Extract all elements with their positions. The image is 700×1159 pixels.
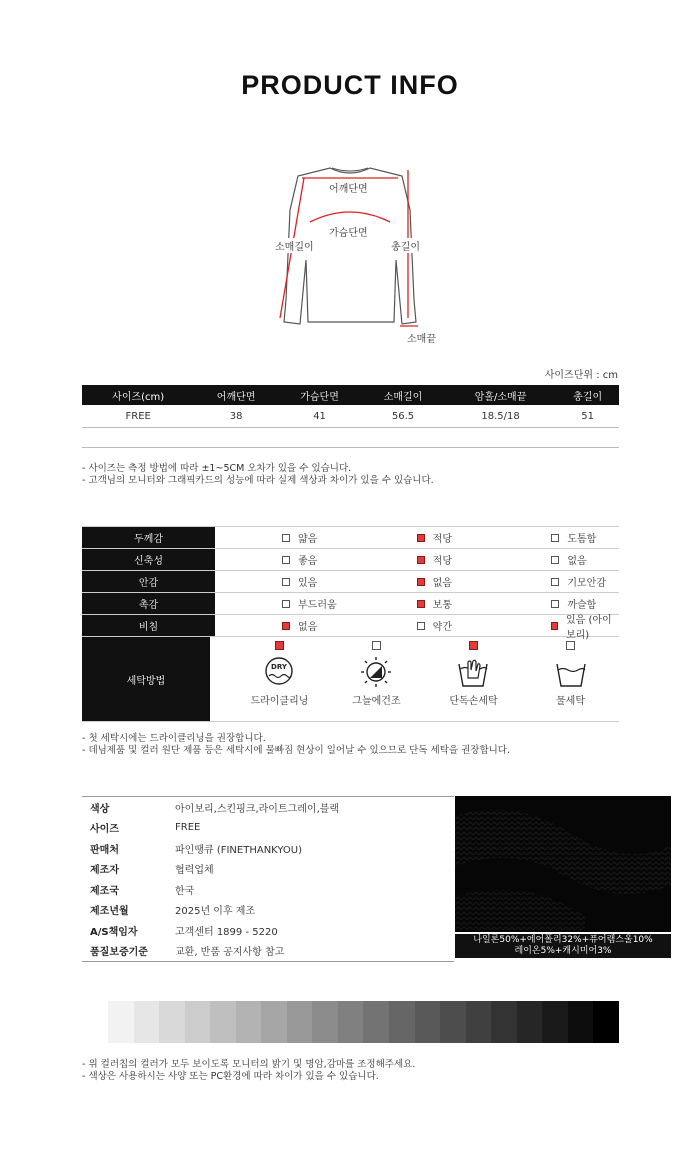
- feature-option-label: 없음: [432, 578, 452, 589]
- feature-option-label: 좋음: [298, 556, 318, 567]
- wash-method-label: 세탁방법: [82, 637, 210, 721]
- composition-line: 나일론50%+에어폴리32%+퓨어램스울10%: [473, 935, 653, 945]
- gray-chip: [236, 1001, 262, 1043]
- checked-box-icon: [275, 641, 284, 650]
- gray-chip: [312, 1001, 338, 1043]
- wash-method-item: [328, 637, 425, 721]
- checked-box-icon: [282, 622, 290, 630]
- info-value: FREE: [175, 822, 201, 834]
- fabric-swatch-image: [455, 796, 671, 932]
- unchecked-box-icon: [566, 641, 575, 650]
- info-value: 교환, 반품 공지사항 참고: [175, 947, 285, 959]
- page-title: PRODUCT INFO: [241, 70, 459, 100]
- product-info-table: [82, 796, 454, 962]
- feature-option-label: 있음 (아이보리): [565, 614, 612, 641]
- table-row: [82, 405, 619, 428]
- feature-label: 안감: [82, 571, 215, 592]
- feature-option-label: 부드러움: [298, 600, 337, 611]
- info-row: [82, 920, 454, 941]
- info-key: 제조년월: [90, 906, 129, 918]
- feature-option: [215, 527, 350, 548]
- gray-chip: [363, 1001, 389, 1043]
- unchecked-box-icon: [372, 641, 381, 650]
- feature-row: [82, 593, 619, 615]
- gray-chip: [108, 1001, 134, 1043]
- info-value: 한국: [175, 885, 195, 897]
- note-line: - 고객님의 모니터와 그래픽카드의 성능에 따라 실제 색상과 차이가 있을 수 있습니다.: [82, 475, 434, 486]
- feature-option-label: 도톰함: [567, 534, 597, 545]
- info-key: 제조국: [90, 885, 119, 897]
- color-notes: [82, 1059, 415, 1083]
- note-line: - 첫 세탁시에는 드라이클리닝을 권장합니다.: [82, 733, 266, 744]
- composition-line: 레이온5%+캐시미어3%: [514, 946, 612, 956]
- feature-option: [350, 549, 485, 570]
- table-cell: 38: [194, 405, 277, 428]
- wash-method-item: [231, 637, 328, 721]
- header-cell: 사이즈(cm): [82, 385, 194, 405]
- sleeve-length-label: 소매길이: [274, 238, 315, 253]
- info-row: [82, 818, 454, 839]
- feature-option-label: 적당: [432, 534, 452, 545]
- gray-chip: [287, 1001, 313, 1043]
- header-cell: 어깨단면: [194, 385, 277, 405]
- info-key: 제조자: [90, 865, 119, 877]
- info-value: 협력업체: [175, 865, 214, 877]
- gray-chip: [593, 1001, 619, 1043]
- info-row: [82, 838, 454, 859]
- gray-chip: [134, 1001, 160, 1043]
- unchecked-box-icon: [551, 578, 559, 586]
- feature-option: [215, 549, 350, 570]
- info-row: [82, 900, 454, 921]
- gray-chip: [491, 1001, 517, 1043]
- composition-label: [455, 934, 671, 958]
- feature-option: [215, 593, 350, 614]
- feature-option: [350, 593, 485, 614]
- feature-option-label: 약간: [432, 622, 452, 633]
- wash-method-row: [82, 637, 619, 722]
- info-value: 고객센터 1899 - 5220: [175, 926, 278, 938]
- grayscale-chart: [108, 1001, 619, 1043]
- svg-text:DRY: DRY: [271, 663, 288, 671]
- info-key: 판매처: [90, 844, 119, 856]
- cuff-label: 소매끝: [406, 330, 437, 345]
- unchecked-box-icon: [551, 534, 559, 542]
- feature-option-label: 보통: [432, 600, 452, 611]
- gray-chip: [338, 1001, 364, 1043]
- table-cell: 51: [556, 405, 619, 428]
- unchecked-box-icon: [282, 600, 290, 608]
- feature-label: 비침: [82, 615, 215, 636]
- chest-label: 가슴단면: [328, 224, 369, 239]
- header-cell: 소매길이: [361, 385, 444, 405]
- size-table: [82, 385, 619, 448]
- feature-option-label: 기모안감: [567, 578, 606, 589]
- gray-chip: [542, 1001, 568, 1043]
- header-cell: 암홀/소매끝: [445, 385, 557, 405]
- feature-option: [484, 571, 619, 592]
- info-row: [82, 941, 454, 962]
- info-value: 아이보리,스킨핑크,라이트그레이,블랙: [175, 803, 340, 815]
- size-table-header: [82, 385, 619, 405]
- checked-box-icon: [417, 600, 425, 608]
- size-notes: [82, 463, 434, 487]
- feature-option: [484, 549, 619, 570]
- info-key: A/S책임자: [90, 926, 138, 938]
- feature-label: 두께감: [82, 527, 215, 548]
- gray-chip: [517, 1001, 543, 1043]
- wash-notes: [82, 733, 510, 757]
- gray-chip: [261, 1001, 287, 1043]
- gray-chip: [568, 1001, 594, 1043]
- unchecked-box-icon: [282, 578, 290, 586]
- wash-method-text: 단독손세탁: [449, 696, 498, 707]
- note-line: - 색상은 사용하시는 사양 또는 PC환경에 따라 차이가 있을 수 있습니다.: [82, 1071, 379, 1082]
- header-cell: 총길이: [556, 385, 619, 405]
- feature-option-label: 까슬함: [567, 600, 597, 611]
- feature-row: [82, 571, 619, 593]
- feature-option-label: 얇음: [298, 534, 318, 545]
- wash-method-item: [522, 637, 619, 721]
- feature-label: 신축성: [82, 549, 215, 570]
- table-cell: 41: [278, 405, 361, 428]
- unchecked-box-icon: [551, 600, 559, 608]
- feature-row: [82, 614, 619, 641]
- info-row: [82, 797, 454, 818]
- info-row: [82, 859, 454, 880]
- feature-option-label: 있음: [298, 578, 318, 589]
- wash-method-text: 드라이클리닝: [250, 696, 309, 707]
- feature-option: [215, 571, 350, 592]
- gray-chip: [440, 1001, 466, 1043]
- shoulder-label: 어깨단면: [328, 180, 369, 195]
- note-line: - 위 컬러칩의 컬러가 모두 보이도록 모니터의 밝기 및 명암,감마를 조정해주세요.: [82, 1059, 416, 1070]
- gray-chip: [159, 1001, 185, 1043]
- info-key: 품질보증기준: [90, 947, 148, 959]
- shade-dry-icon: [359, 656, 393, 690]
- table-cell: 56.5: [361, 405, 444, 428]
- note-line: - 사이즈는 측정 방법에 따라 ±1~5CM 오차가 있을 수 있습니다.: [82, 463, 352, 474]
- unchecked-box-icon: [282, 534, 290, 542]
- size-unit-label: 사이즈단위 : cm: [544, 370, 618, 381]
- feature-option: [484, 527, 619, 548]
- wash-method-item: [425, 637, 522, 721]
- unchecked-box-icon: [282, 556, 290, 564]
- checked-box-icon: [417, 578, 425, 586]
- feature-row: [82, 549, 619, 571]
- table-cell: 18.5/18: [445, 405, 557, 428]
- checked-box-icon: [551, 622, 558, 630]
- info-row: [82, 879, 454, 900]
- wash-method-text: 그늘에건조: [352, 696, 401, 707]
- info-key: 사이즈: [90, 824, 119, 836]
- checked-box-icon: [469, 641, 478, 650]
- unchecked-box-icon: [417, 622, 425, 630]
- feature-option: [350, 571, 485, 592]
- total-length-label: 총길이: [390, 238, 421, 253]
- feature-option: [215, 615, 350, 636]
- water-wash-icon: [554, 656, 588, 690]
- unchecked-box-icon: [551, 556, 559, 564]
- gray-chip: [185, 1001, 211, 1043]
- hand-wash-icon: [456, 656, 490, 690]
- info-key: 색상: [90, 803, 110, 815]
- gray-chip: [210, 1001, 236, 1043]
- table-cell: FREE: [82, 405, 194, 428]
- header-cell: 가슴단면: [278, 385, 361, 405]
- checked-box-icon: [417, 534, 425, 542]
- feature-option: [350, 615, 485, 636]
- feature-label: 촉감: [82, 593, 215, 614]
- feature-option-label: 없음: [567, 556, 587, 567]
- feature-option: [484, 614, 619, 641]
- gray-chip: [466, 1001, 492, 1043]
- info-value: 2025년 이후 제조: [175, 906, 256, 918]
- table-row-empty: [82, 428, 619, 448]
- garment-diagram: [250, 150, 450, 350]
- wash-method-text: 물세탁: [556, 696, 585, 707]
- feature-option: [350, 527, 485, 548]
- gray-chip: [389, 1001, 415, 1043]
- feature-option-label: 적당: [432, 556, 452, 567]
- checked-box-icon: [417, 556, 425, 564]
- gray-chip: [415, 1001, 441, 1043]
- feature-table: [82, 526, 619, 722]
- info-value: 파인땡큐 (FINETHANKYOU): [175, 844, 303, 856]
- dry-clean-icon: [262, 656, 296, 690]
- feature-row: [82, 527, 619, 549]
- feature-option-label: 없음: [298, 622, 318, 633]
- note-line: - 데님제품 및 컬러 원단 제품 등은 세탁시에 물빠짐 현상이 일어날 수 있으므로 단독 세탁을 권장합니다.: [82, 745, 511, 756]
